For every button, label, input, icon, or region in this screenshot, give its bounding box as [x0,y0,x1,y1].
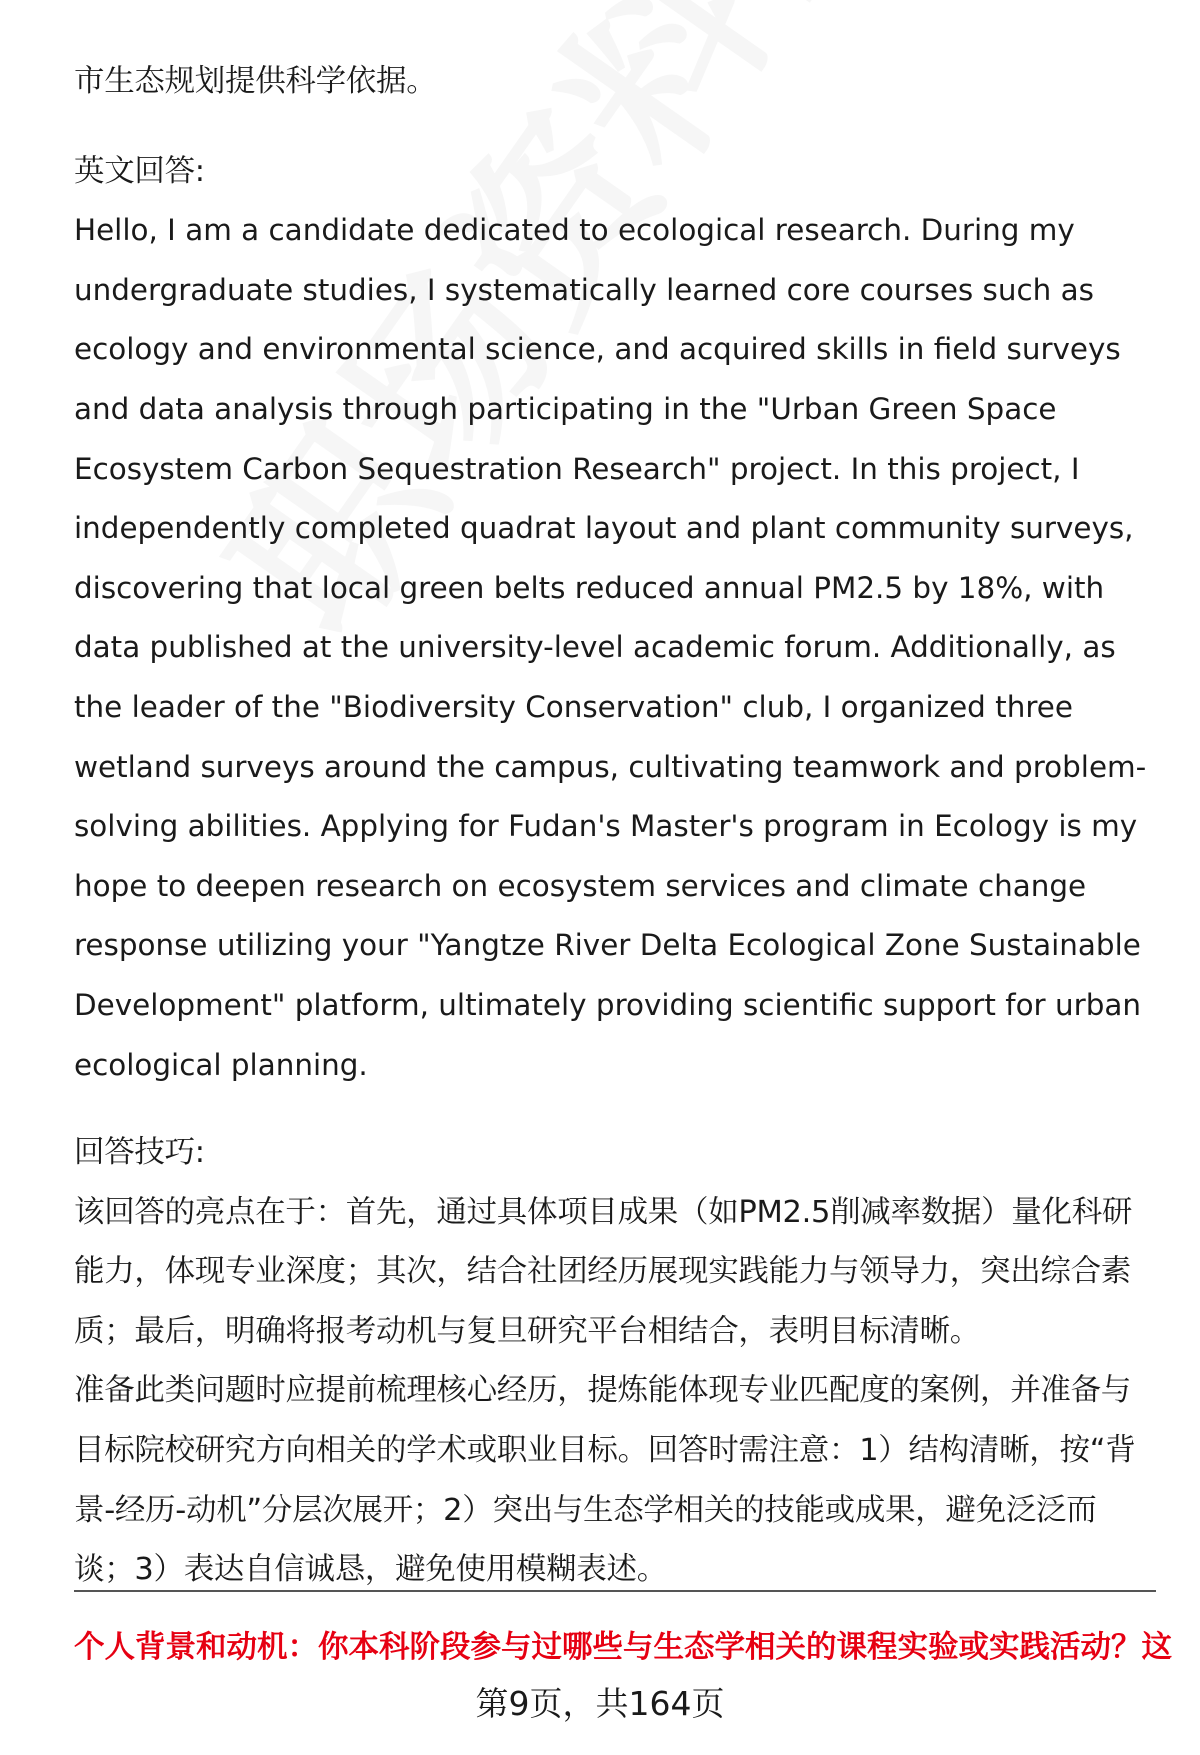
page-number: 第9页，共164页 [475,1684,725,1723]
english-answer-text: Hello, I am a candidate dedicated to ecological research. During my undergraduate studies, I systematically learned core courses such as ecology and environmental science, and acquired skills in field surveys and data analysis through participating in the "Urban Green Space Ecosystem Carbon Sequestration Research" project. In this project, I independently completed quadrat layout and plant community surveys, discovering that local green belts reduced annual PM2.5 by 18%, with data published at the university-level academic forum. Additionally, as the leader of the "Biodiversity Conservation" club, I organized three wetland surveys around the campus, cultivating teamwork and problem-solving abilities. Applying for Fudan's Master's program in Ecology is my hope to deepen research on ecosystem services and climate change response utilizing your "Yangtze River Delta Ecological Zone Sustainable Development" platform, ultimately providing scientific support for urban ecological planning. [74,213,1147,1082]
tips-paragraph-2: 准备此类问题时应提前梳理核心经历，提炼能体现专业匹配度的案例，并准备与目标院校研究方向相关的学术或职业目标。回答时需注意：1）结构清晰，按“背景-经历-动机”分层次展开；2）突出与生态学相关的技能或成果，避免泛泛而谈；3）表达自信诚恳，避免使用模糊表述。 [74,1373,1136,1588]
intro-tail-text: 市生态规划提供科学依据。 [74,64,437,99]
english-answer-label: 英文回答: [74,153,205,189]
section-divider [74,1590,1156,1592]
next-question-heading: 个人背景和动机：你本科阶段参与过哪些与生态学相关的课程实验或实践活动？这 [74,1630,1172,1665]
tips-label: 回答技巧: [74,1135,205,1171]
tips-paragraph-1: 该回答的亮点在于：首先，通过具体项目成果（如PM2.5削减率数据）量化科研能力，体现专业深度；其次，结合社团经历展现实践能力与领导力，突出综合素质；最后，明确将报考动机与复旦研究平台相结合，表明目标清晰。 [74,1194,1133,1349]
document-body [74,52,1154,1600]
